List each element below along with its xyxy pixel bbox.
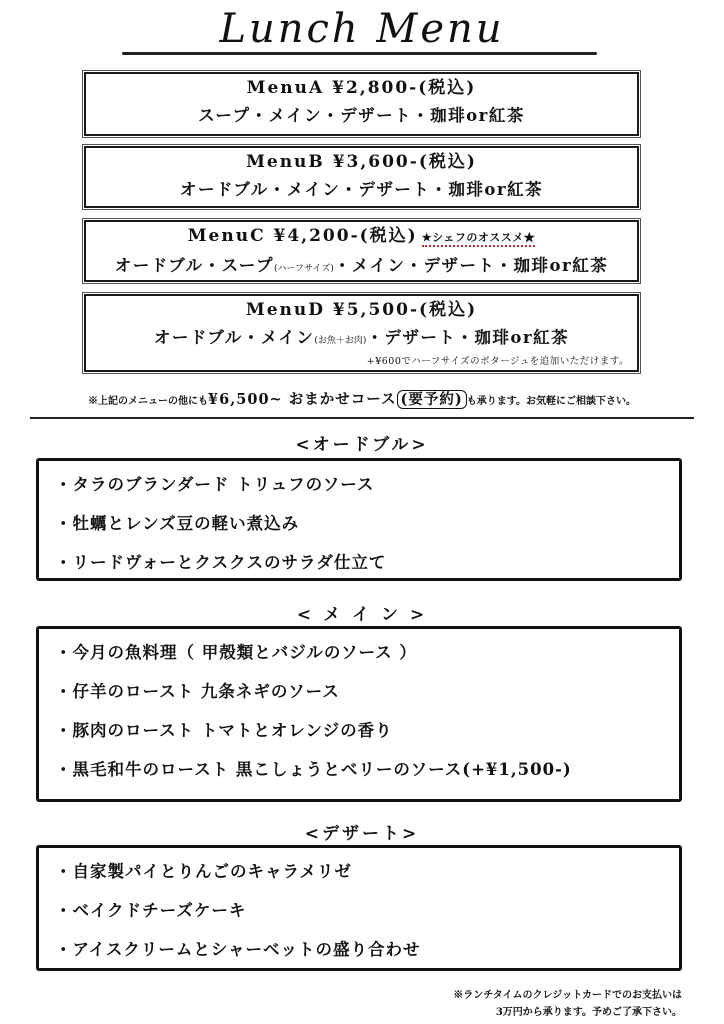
course-menu-b-price: MenuB ¥3,600-(税込) xyxy=(246,152,477,172)
course-menu-a-contents: スープ・メイン・デザート・珈琲or紅茶 xyxy=(198,106,525,125)
course-menu-d-fish-meat: (お魚＋お肉) xyxy=(314,336,367,346)
list-item: ・タラのブランダード トリュフのソース xyxy=(55,475,375,494)
course-menu-c-contents-b: ・メイン・デザート・珈琲or紅茶 xyxy=(333,256,609,275)
dish-box-main xyxy=(36,626,682,802)
omakase-reserve: (要予約) xyxy=(397,390,467,409)
dish-box-dessert xyxy=(36,845,682,971)
course-menu-c xyxy=(84,220,639,282)
course-menu-c-price-row xyxy=(86,225,637,249)
course-menu-b-contents: オードブル・メイン・デザート・珈琲or紅茶 xyxy=(179,180,544,199)
section-title-main: < メ イ ン > xyxy=(296,605,428,625)
section-divider xyxy=(30,417,694,419)
course-menu-d-contents xyxy=(86,326,637,353)
course-menu-d-note: +¥600でハーフサイズのポタージュを追加いただけます。 xyxy=(366,356,629,367)
course-menu-d-price: MenuD ¥5,500-(税込) xyxy=(245,300,478,320)
title-underline xyxy=(122,52,597,55)
section-title-dessert: <デザート> xyxy=(304,824,420,844)
omakase-post: も承ります。お気軽にご相談下さい。 xyxy=(466,396,636,407)
course-menu-a xyxy=(84,72,639,136)
omakase-price: ¥6,500~ おまかせコース xyxy=(208,391,397,408)
course-menu-a-price: MenuA ¥2,800-(税込) xyxy=(246,78,477,98)
list-item: ・自家製パイとりんごのキャラメリゼ xyxy=(55,862,352,881)
course-menu-d-contents-b: ・デザート・珈琲or紅茶 xyxy=(366,328,570,347)
course-menu-b xyxy=(84,146,639,208)
dish-box-hors-doeuvre xyxy=(36,458,682,581)
list-item: ・今月の魚料理（ 甲殻類とバジルのソース ） xyxy=(55,643,417,662)
course-menu-c-contents-a: オードブル・スープ xyxy=(114,256,274,275)
section-title-hors-doeuvre: <オードブル> xyxy=(295,435,429,455)
course-menu-c-price: MenuC ¥4,200-(税込) xyxy=(187,226,418,246)
list-item: ・黒毛和牛のロースト 黒こしょうとベリーのソース(+¥1,500-) xyxy=(55,760,572,779)
course-menu-d-contents-a: オードブル・メイン xyxy=(153,328,315,347)
page-title: Lunch Menu xyxy=(219,6,505,52)
course-menu-c-half-size: (ハーフサイズ) xyxy=(273,264,334,274)
course-menu-d xyxy=(84,294,639,372)
omakase-pre: ※上記のメニューの他にも xyxy=(88,396,209,407)
list-item: ・豚肉のロースト トマトとオレンジの香り xyxy=(55,721,393,740)
chef-recommend-badge: ★シェフのオススメ★ xyxy=(422,231,536,247)
list-item: ・仔羊のロースト 九条ネギのソース xyxy=(55,682,340,701)
omakase-notice xyxy=(0,388,724,409)
list-item: ・リードヴォーとクスクスのサラダ仕立て xyxy=(55,553,387,572)
credit-card-notice-line2: 3万円から承ります。予めご了承下さい。 xyxy=(495,1007,682,1018)
credit-card-notice-line1: ※ランチタイムのクレジットカードでのお支払いは xyxy=(453,990,682,1001)
list-item: ・アイスクリームとシャーベットの盛り合わせ xyxy=(55,940,421,959)
credit-card-notice xyxy=(453,987,682,1021)
list-item: ・牡蠣とレンズ豆の軽い煮込み xyxy=(55,514,300,533)
list-item: ・ベイクドチーズケーキ xyxy=(55,901,247,920)
course-menu-c-contents xyxy=(86,254,637,281)
